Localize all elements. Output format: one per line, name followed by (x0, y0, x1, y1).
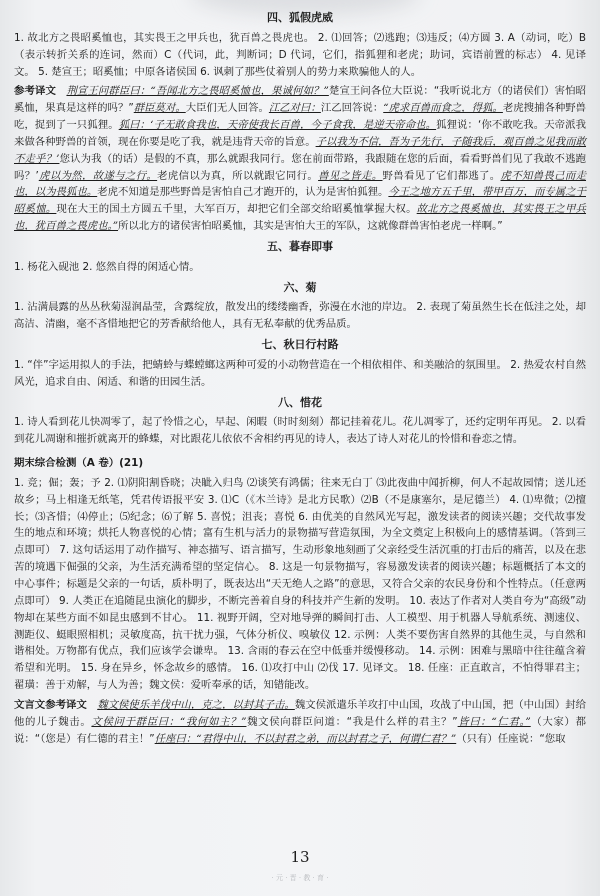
exam-title: 期末综合检测（A 卷）(21) (14, 457, 144, 470)
trans-text: 楚宣王问各位大臣说：“我听说北方（的诸侯们）害怕昭奚恤，果真是这样的吗？” (14, 85, 587, 115)
answer-content (14, 9, 586, 747)
orig-text: 文侯问于群臣曰：“我何如主？” (91, 715, 247, 728)
orig-text: 虎不知兽畏己而走也，以为畏狐也。 (14, 169, 587, 199)
trans-text: 您在前面带路，我跟随在您的后面，看看野兽们见了我敢不逃跑吗？’ (14, 152, 586, 182)
trans-text: 魏文侯派遣乐羊攻打中山国，攻战了中山国，把（中山国）封给他的儿子魏击。 (14, 698, 587, 728)
translation-label: 参考译文 (14, 85, 56, 98)
page-number: 13 (290, 848, 310, 866)
trans-text: 江乙回答说： (320, 102, 384, 115)
trans-text: 老虎不知道是那些野兽是害怕自己才跑开的，认为是害怕狐狸。 (97, 186, 389, 199)
section-title-6: 六、菊 (283, 280, 317, 294)
section-4-answers: 1. 故北方之畏昭奚恤也，其实畏王之甲兵也，犹百兽之畏虎也。 2. ⑴回答；⑵逃跑；⑶违反；⑷方圆 3. A（动词，吃）B（表示转折关系的连词，然而）C（代词，此，判断词；D 代词，它们，指狐狸和老虎；助词，宾语前置的标志） 4. 见译文。 5. 楚宣王；昭奚恤；中原各诸侯国 6. 讽刺了那些仗着别人的势力来欺骗他人的人。 (14, 31, 586, 78)
section-title-5: 五、暮春即事 (267, 239, 333, 253)
footer-watermark: · 元 · 晋 · 教 · 育 · (271, 874, 329, 882)
classical-label: 文言文参考译文 (14, 698, 87, 711)
exam-answers: 1. 竞；倔；轰；予 2. ⑴阴阳割昏晓；决眦入归鸟 ⑵谈笑有鸿儒；往来无白丁 ⑶此夜曲中闻折柳，何人不起故园情；送儿还故乡；马上相逢无纸笔，凭君传语报平安 3. ⑴C（《木兰诗》是北方民歌）⑵B（不是康塞尔，是尼德兰） 4. ⑴卑微；⑵擅长；⑶吝惜；⑷停止；⑸纪念；⑹了解 5. 喜悦；沮丧；喜悦 6. 由优美的自然风光写起，激发读者的阅读兴趣；交代故事发生的地点和环境；烘托人物喜悦的心情；富有生机与活力的景物描写营造氛围，为全文奠定上积极向上的感情基调。（答到三点即可） 7. 这句话运用了动作描写、神态描写、语言描写，生动形象地刻画了父亲经受生活沉重的打击后的痛苦，以及在悲苦的境遇下倔强的父亲，为生活充满希望的坚定信心。 8. 这是一句景物描写，容易激发读者的阅读兴趣；标题概括了本文的中心事件；标题是父亲的一句话，质朴明了，既表达出“天无绝人之路”的意思，又符合父亲的农民身份和个性特点。（任意两点即可） 9. 人类正在追随昆虫演化的脚步，不断完善着自身的科技并产生新的发明。 10. 表达了作者对人类自夸为“高级”动物却在某些方面不如昆虫感到不甘心。 11. 视野开阔，空对地导弹的瞬间打击、人工模型、用于机器人导航系统、测速仪、测距仪、蜓眼照相机；灵敏度高，抗干扰力强，气体分析仪、嗅敏仪 12. 示例：人类不要伤害自然界的其他生灵，与自然和谐相处。万物都有优点，我们应该学会谦卑。 13. 含雨的春云在空中低垂并缓慢移动。 14. 示例：困难与黑暗中往往蕴含着希望和光明。 15. 身在异乡，怀念故乡的感情。 16. ⑴攻打中山 ⑵伐 17. 见译文。 18. 任座：正直敢言，不怕得罪君主；翟璜：善于劝解，与人为善；魏文侯：爱听奉承的话，知错能改。 (14, 476, 586, 692)
trans-text: （大家）都说：“（您是）有仁德的君主！” (14, 715, 586, 745)
section-title-8: 八、惜花 (278, 395, 322, 409)
section-title-4: 四、狐假虎威 (267, 11, 333, 24)
orig-text: 任座曰：“君得中山，不以封君之弟，而以封君之子，何谓仁君？” (154, 732, 457, 745)
trans-text: 现在大王的国土方圆五千里，大军百万，却把它们全部交给昭奚恤掌握大权。 (56, 203, 417, 216)
classical-translation (14, 697, 586, 748)
orig-text: “虎求百兽而食之，得狐。 (383, 102, 503, 115)
trans-text: 野兽看见了它们都逃了。 (382, 169, 501, 182)
orig-text: 皆曰：“仁君。” (457, 715, 531, 728)
orig-text: 群臣莫对。 (133, 102, 186, 115)
orig-text: 兽见之皆走。 (318, 169, 383, 182)
trans-text: 老虎搜捕各种野兽吃，捉到了一只狐狸。 (14, 102, 587, 132)
orig-text: 故北方之畏奚恤也，其实畏王之甲兵也，犹百兽之畏虎也。” (14, 203, 587, 233)
orig-text: 虎以为然，故遂与之行。 (38, 169, 158, 182)
orig-text: 江乙对曰： (268, 102, 321, 115)
orig-text: 魏文侯使乐羊伐中山，克之，以封其子击。 (97, 698, 295, 711)
section-6-answers: 1. 沾满晨露的丛丛秋菊湿润晶莹，含露绽放，散发出的缕缕幽香，弥漫在水池的岸边。 2. 表现了菊虽然生长在低洼之处，却高洁、清幽，毫不吝惜地把它的芳香献给他人，具有无私奉献的优秀品质。 (14, 301, 586, 331)
orig-text: 荆宣王问群臣曰：“吾闻北方之畏昭奚恤也，果诚何如？” (66, 85, 329, 98)
trans-text: 所以北方的诸侯害怕昭奚恤，其实是害怕大王的军队，这就像群兽害怕老虎一样啊。” (118, 220, 503, 233)
orig-text: 狐曰：‘子无敢食我也，天帝使我长百兽，今子食我，是逆天帝命也。 (118, 119, 437, 132)
section-8-answers: 1. 诗人看到花儿快凋零了，起了怜惜之心，早起、闲暇（时时刻刻）都记挂着花儿。花儿凋零了，还约定明年再见。 2. 以看到花儿凋谢和摧折就离开的蜂蝶，对比跟花儿依依不舍相约再见的诗人，表达了诗人对花儿的怜惜和眷恋之情。 (14, 416, 586, 446)
trans-text: 大臣们无人回答。 (185, 102, 269, 115)
section-title-7: 七、秋日行村路 (261, 338, 339, 352)
trans-text: 狐狸说：‘你不敢吃我。天帝派我来做各种野兽的首领，现在你要是吃了我，就是违背天帝的旨意。 (14, 119, 586, 148)
orig-text: 子以我为不信，吾为子先行，子随我后，观百兽之见我而敢不走乎？’ (14, 135, 587, 165)
trans-text: （只有）任座说：“您取 (456, 732, 566, 745)
orig-text: 今王之地方五千里，带甲百万，而专属之于昭奚恤。 (14, 186, 586, 216)
section-7-answers: 1. “伴”字运用拟人的手法，把蜻蛉与蝶螳螂这两种可爱的小动物营造在一个相依相伴、和美融洽的氛围里。 2. 热爱农村自然风光，追求自由、闲适、和谐的田园生活。 (14, 358, 586, 388)
trans-text: 老虎信以为真，所以就跟它同行。 (157, 169, 319, 182)
trans-text: 您认为我（的话）是假的不真，那么就跟我同行。 (59, 152, 292, 165)
trans-text: 魏文侯向群臣问道：“我是什么样的君主？” (246, 715, 458, 728)
section-5-answers: 1. 杨花入砚池 2. 悠然自得的闲适心情。 (14, 260, 200, 273)
section-4-translation (14, 83, 586, 235)
